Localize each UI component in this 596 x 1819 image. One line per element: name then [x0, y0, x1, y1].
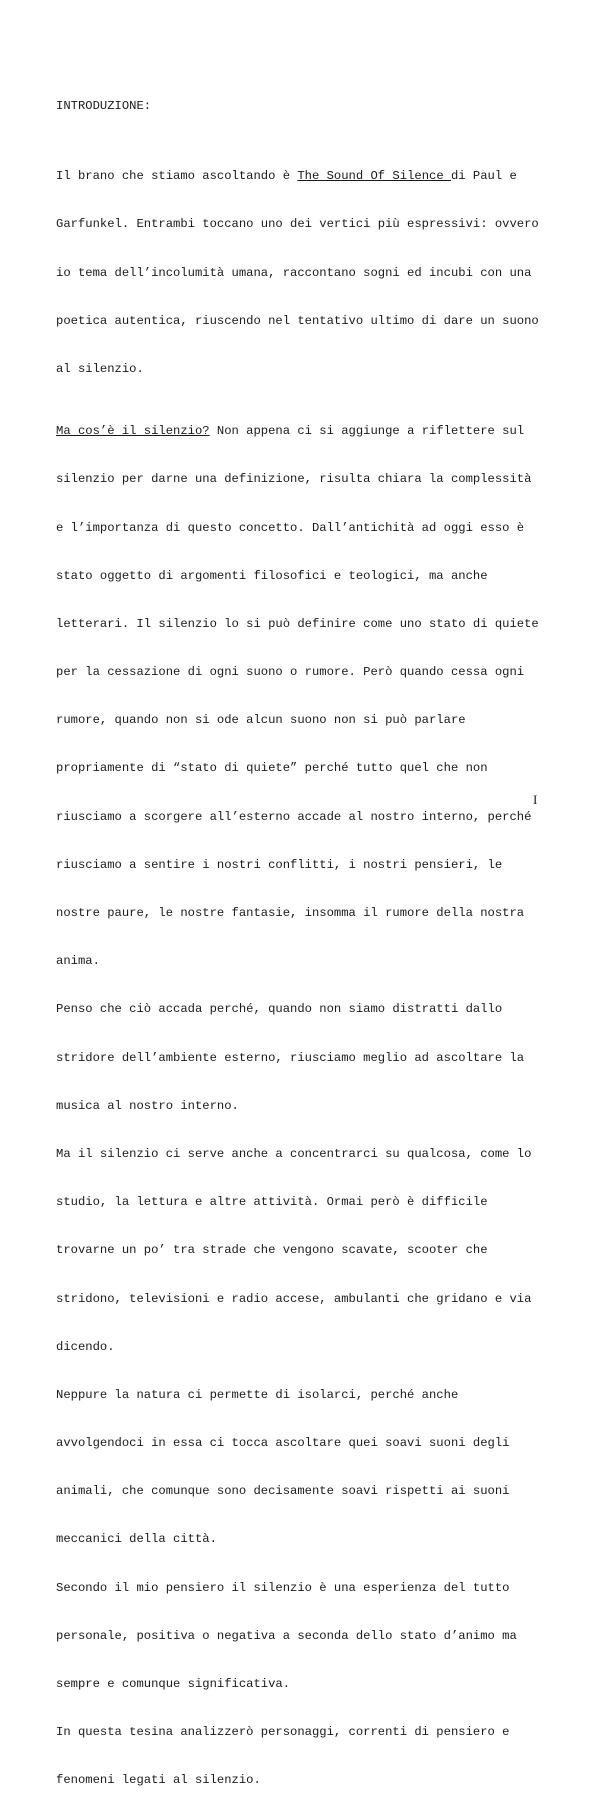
text-line: io tema dell’incolumità umana, raccontano sogni ed incubi con una	[56, 265, 532, 280]
text-line: letterari. Il silenzio lo si può definire come uno stato di quiete	[56, 616, 539, 631]
text-line	[56, 421, 556, 441]
song-title: The Sound Of Silence	[297, 169, 451, 184]
text-line: stridono, televisioni e radio accese, ambulanti che gridano e via	[56, 1291, 532, 1306]
text-line: al silenzio.	[56, 361, 144, 376]
body-text	[56, 68, 556, 1819]
text-line: riusciamo a sentire i nostri conflitti, i nostri pensieri, le	[56, 857, 503, 872]
text-line: stridore dell’ambiente esterno, riusciamo meglio ad ascoltare la	[56, 1050, 525, 1065]
text-line: animali, che comunque sono decisamente soavi rispetti ai suoni	[56, 1484, 510, 1499]
text-line: Garfunkel. Entrambi toccano uno dei vertici più espressivi: ovvero	[56, 217, 539, 232]
text-fragment: Non appena ci si aggiunge a riflettere sul	[209, 424, 525, 439]
text-line: per la cessazione di ogni suono o rumore. Però quando cessa ogni	[56, 665, 525, 680]
text-fragment: Il brano che stiamo ascoltando è	[56, 169, 298, 184]
text-line: silenzio per darne una definizione, risulta chiara la complessità	[56, 472, 532, 487]
text-line: trovarne un po’ tra strade che vengono scavate, scooter che	[56, 1243, 488, 1258]
text-line: studio, la lettura e altre attività. Ormai però è difficile	[56, 1195, 488, 1210]
text-line: Ma il silenzio ci serve anche a concentrarci su qualcosa, come lo	[56, 1146, 532, 1161]
text-line: propriamente di “stato di quiete” perché tutto quel che non	[56, 761, 488, 776]
text-fragment: di Paul e	[450, 169, 517, 184]
text-line: e l’importanza di questo concetto. Dall’antichità ad oggi esso è	[56, 520, 525, 535]
page-number: I	[533, 792, 538, 807]
text-line: rumore, quando non si ode alcun suono non si può parlare	[56, 713, 466, 728]
text-line: fenomeni legati al silenzio.	[56, 1773, 261, 1788]
text-line: Secondo il mio pensiero il silenzio è una esperienza del tutto	[56, 1580, 510, 1595]
text-line: In questa tesina analizzerò personaggi, correnti di pensiero e	[56, 1725, 510, 1740]
text-line	[56, 166, 556, 186]
text-line: stato oggetto di argomenti filosofici e teologici, ma anche	[56, 568, 488, 583]
text-line: personale, positiva o negativa a seconda dello stato d’animo ma	[56, 1628, 517, 1643]
text-line: riusciamo a scorgere all’esterno accade al nostro interno, perché	[56, 809, 532, 824]
text-line: sempre e comunque significativa.	[56, 1677, 291, 1691]
text-line: Penso che ciò accada perché, quando non siamo distratti dallo	[56, 1002, 503, 1017]
text-line: Neppure la natura ci permette di isolarci, perché anche	[56, 1387, 459, 1402]
text-line: nostre paure, le nostre fantasie, insomma il rumore della nostra	[56, 906, 525, 920]
text-line: dicendo.	[56, 1339, 115, 1354]
section-heading: INTRODUZIONE:	[56, 99, 152, 113]
text-line: musica al nostro interno.	[56, 1098, 239, 1113]
text-line: anima.	[56, 954, 100, 969]
question-heading: Ma cos’è il silenzio?	[56, 424, 210, 439]
text-line: meccanici della città.	[56, 1532, 217, 1547]
text-line: avvolgendoci in essa ci tocca ascoltare quei soavi suoni degli	[56, 1436, 510, 1451]
text-line: poetica autentica, riuscendo nel tentativo ultimo di dare un suono	[56, 313, 539, 328]
